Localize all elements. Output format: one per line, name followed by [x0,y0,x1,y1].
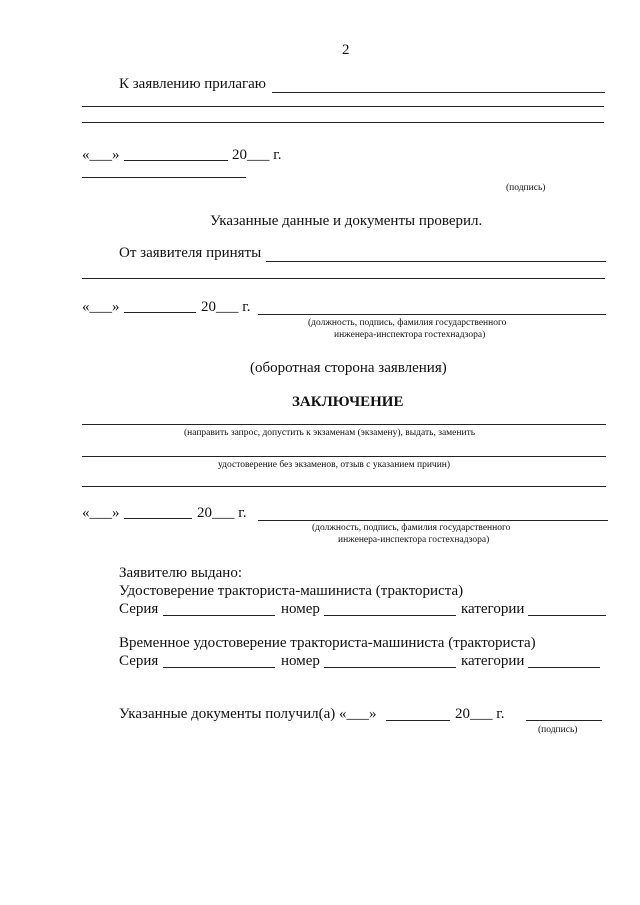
date-low-day: «___» [82,505,120,521]
number-line-1[interactable] [324,615,456,616]
date-mid-day: «___» [82,299,120,315]
number-label-2: номер [281,653,320,669]
attach-line-3[interactable] [82,122,604,123]
issued-label: Заявителю выдано: [119,565,242,581]
issued-doc-2: Временное удостоверение тракториста-машиниста (тракториста) [119,635,536,651]
date-mid-month-line[interactable] [124,312,196,313]
official-line-2[interactable] [258,520,608,521]
attach-line-1[interactable] [272,92,605,93]
category-label-1: категории [461,601,525,617]
signature-caption-2: (подпись) [538,725,578,735]
official-caption-2b: инженера-инспектора гостехнадзора) [338,535,490,545]
date-low-year: 20___ г. [197,505,247,521]
official-caption-1a: (должность, подпись, фамилия государственного [308,318,507,328]
page-number: 2 [342,42,350,58]
date-low-month-line[interactable] [124,518,192,519]
date-top-year: 20___ г. [232,147,282,163]
conclusion-line-3[interactable] [82,486,606,487]
official-caption-1b: инженера-инспектора гостехнадзора) [334,330,486,340]
official-caption-2a: (должность, подпись, фамилия государственного [312,523,511,533]
conclusion-title: ЗАКЛЮЧЕНИЕ [292,394,404,410]
series-label-2: Серия [119,653,159,669]
checked-statement: Указанные данные и документы проверил. [210,213,483,229]
conclusion-line-1[interactable] [82,424,606,425]
accepted-line-2[interactable] [82,278,605,279]
category-label-2: категории [461,653,525,669]
received-year: 20___ г. [455,706,505,722]
issued-doc-1: Удостоверение тракториста-машиниста (тракториста) [119,583,464,599]
attach-label: К заявлению прилагаю [119,76,266,92]
number-label-1: номер [281,601,320,617]
date-mid-year: 20___ г. [201,299,251,315]
category-line-1[interactable] [528,615,606,616]
signature-line-1[interactable] [82,177,246,178]
reverse-side-note: (оборотная сторона заявления) [250,360,447,376]
attach-line-2[interactable] [82,106,604,107]
accepted-label: От заявителя приняты [119,245,262,261]
series-line-1[interactable] [163,615,275,616]
accepted-line-1[interactable] [266,261,606,262]
received-label: Указанные документы получил(а) «___» [119,706,377,722]
official-line-1[interactable] [258,314,606,315]
conclusion-caption-2: удостоверение без экзаменов, отзыв с указанием причин) [218,460,451,470]
series-line-2[interactable] [163,667,275,668]
category-line-2[interactable] [528,667,600,668]
conclusion-line-2[interactable] [82,456,606,457]
received-month-line[interactable] [386,720,450,721]
number-line-2[interactable] [324,667,456,668]
signature-line-2[interactable] [526,720,602,721]
signature-caption-1: (подпись) [506,183,546,193]
date-top-month-line[interactable] [124,160,228,161]
conclusion-caption-1: (направить запрос, допустить к экзаменам (экзамену), выдать, заменить [184,428,476,438]
date-top-day: «___» [82,147,120,163]
series-label-1: Серия [119,601,159,617]
